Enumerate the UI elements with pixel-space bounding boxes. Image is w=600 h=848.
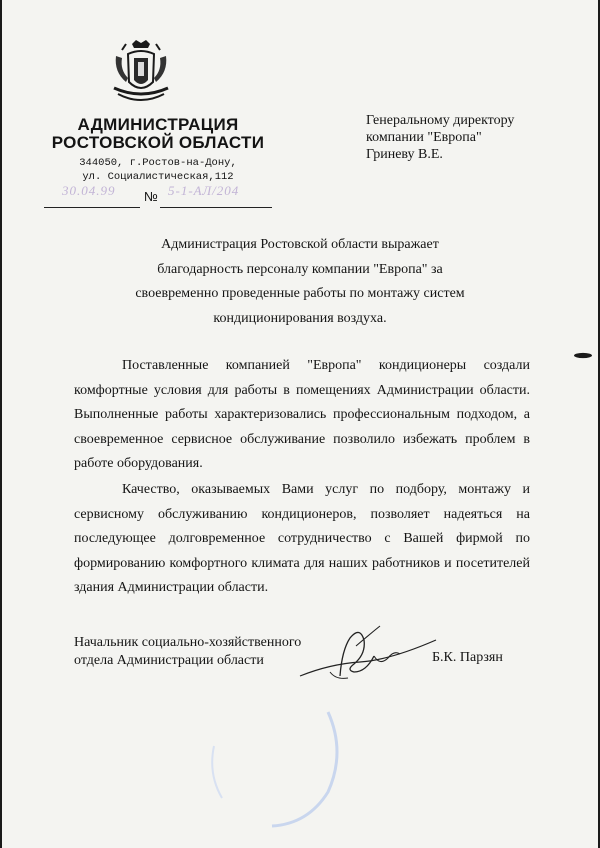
registration-number: 5-1-АЛ/204	[168, 183, 240, 198]
address-line2: ул. Социалистическая,112	[82, 171, 234, 183]
intro-paragraph	[120, 233, 480, 331]
signatory-name: Б.К. Парзян	[432, 650, 503, 665]
ink-mark	[573, 352, 593, 359]
handwritten-signature	[270, 620, 450, 690]
intro-line1: Администрация Ростовской области выражает	[161, 237, 439, 252]
addressee-line2: компании "Европа"	[366, 130, 482, 145]
addressee-block	[366, 112, 566, 163]
body-paragraph-2: Качество, оказываемых Вами услуг по подбору, монтажу и сервисному обслуживанию кондиционеров, позволяет надеяться на последующее долговременное сотрудничество с Вашей фирмой по формированию комфортного климата для наших работников и посетителей здания Администрации области.	[74, 482, 530, 595]
intro-line4: кондиционирования воздуха.	[213, 310, 387, 326]
coat-of-arms-icon	[110, 38, 172, 108]
addressee-line1: Генеральному директору	[366, 113, 515, 128]
signatory-title-line2: отдела Администрации области	[74, 653, 264, 668]
body-paragraph-1: Поставленные компанией "Европа" кондиционеры создали комфортные условия для работы в помещениях Администрации области. Выполненные работы характеризовались профессиональным подходом, а своевременное сервисное обслуживание позволило избежать проблем в работе оборудования.	[74, 358, 530, 471]
organization-name-line2: РОСТОВСКОЙ ОБЛАСТИ	[51, 133, 265, 152]
signatory-title-line1: Начальник социально-хозяйственного	[74, 635, 302, 650]
address-line1: 344050, г.Ростов-на-Дону,	[79, 157, 237, 169]
number-sign: №	[144, 189, 158, 204]
organization-name	[48, 116, 268, 152]
intro-line2: благодарность персоналу компании "Европа" за	[157, 261, 443, 277]
registration-date: 30.04.99	[62, 183, 116, 198]
official-stamp	[200, 682, 350, 832]
organization-address	[48, 156, 268, 184]
intro-line3: своевременно проведенные работы по монтажу систем	[135, 286, 465, 301]
addressee-line3: Гриневу В.Е.	[366, 147, 443, 162]
organization-name-line1: АДМИНИСТРАЦИЯ	[77, 115, 239, 134]
